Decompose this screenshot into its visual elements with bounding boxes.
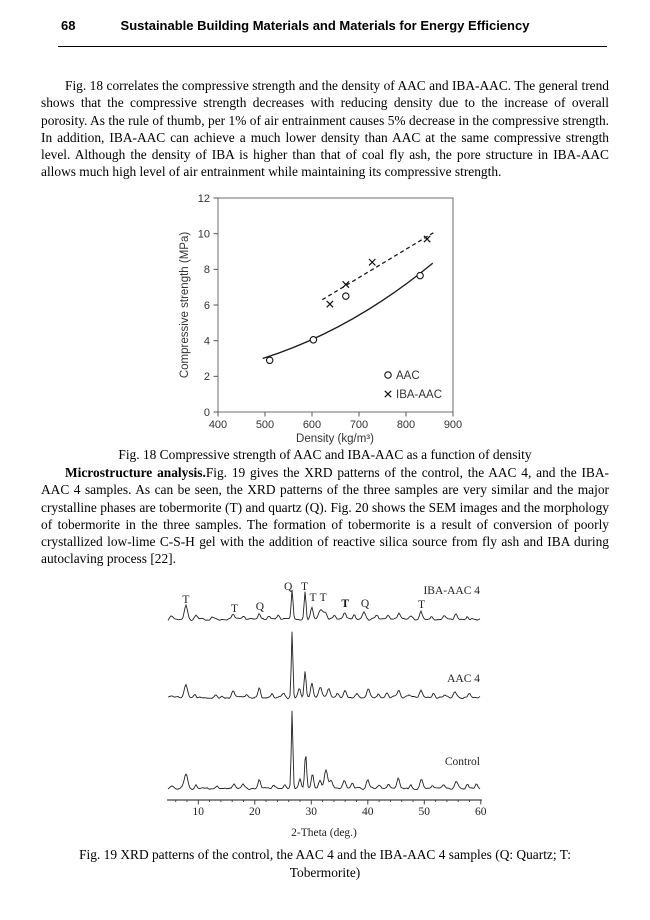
section-body: Fig. 19 gives the XRD patterns of the control, the AAC 4, and the IBA-AAC 4 samples. As can be seen, the XRD patterns of the three samples are very similar and the major crystalline phases are tobermorite (T) and quartz (Q). Fig. 20 shows the SEM images and the morphology of tobermorite in the three samples. The formation of tobermorite is a result of conversion of poorly crystallized low-lime C-S-H gel with the addition of reactive silica source from fly ash and IBA during autoclaving process [22]. bbox=[41, 465, 609, 567]
svg-text:50: 50 bbox=[418, 806, 431, 818]
svg-text:700: 700 bbox=[349, 419, 369, 431]
paragraph-fig18-discussion bbox=[41, 77, 609, 181]
svg-text:T: T bbox=[300, 581, 309, 593]
svg-text:T: T bbox=[417, 599, 426, 611]
svg-text:T: T bbox=[309, 592, 317, 604]
svg-text:2-Theta (deg.): 2-Theta (deg.) bbox=[291, 827, 357, 839]
svg-text:T: T bbox=[182, 594, 190, 606]
fig19-caption bbox=[0, 846, 650, 882]
svg-text:500: 500 bbox=[255, 419, 275, 431]
svg-text:Density (kg/m³): Density (kg/m³) bbox=[296, 433, 374, 445]
svg-text:6: 6 bbox=[203, 299, 210, 312]
svg-text:60: 60 bbox=[475, 806, 487, 818]
section-lead: Microstructure analysis. bbox=[65, 465, 206, 480]
svg-text:IBA-AAC: IBA-AAC bbox=[396, 389, 443, 401]
fig18-caption: Fig. 18 Compressive strength of AAC and IBA-AAC as a function of density bbox=[118, 447, 532, 462]
svg-text:T: T bbox=[341, 598, 350, 610]
svg-text:8: 8 bbox=[203, 264, 210, 277]
svg-text:Q: Q bbox=[283, 581, 293, 593]
svg-text:T: T bbox=[230, 603, 239, 615]
svg-text:40: 40 bbox=[362, 806, 374, 818]
svg-text:T: T bbox=[319, 592, 327, 604]
svg-text:IBA-AAC 4: IBA-AAC 4 bbox=[423, 585, 480, 597]
svg-text:900: 900 bbox=[443, 419, 463, 431]
fig18-chart bbox=[168, 192, 468, 448]
svg-text:Q: Q bbox=[255, 601, 265, 613]
svg-text:Compressive strength (MPa): Compressive strength (MPa) bbox=[179, 231, 191, 379]
svg-text:30: 30 bbox=[305, 806, 318, 818]
paragraph-text: Fig. 18 correlates the compressive strength and the density of AAC and IBA-AAC. The general trend shows that the compressive strength decreases with reducing density due to the increase of overall porosity. As the rule of thumb, per 1% of air entrainment causes 5% decrease in the compressive strength. In addition, IBA-AAC can achieve a much lower density than AAC at the same compressive strength level. Although the density of IBA is higher than that of coal fly ash, the pore structure in IBA-AAC allows much high level of air entrainment while maintaining its compressive strength. bbox=[41, 78, 609, 180]
svg-text:2: 2 bbox=[203, 371, 210, 384]
svg-text:800: 800 bbox=[396, 419, 416, 431]
svg-text:10: 10 bbox=[192, 806, 205, 818]
svg-text:0: 0 bbox=[203, 406, 210, 419]
paragraph-microstructure bbox=[41, 464, 609, 568]
svg-text:Control: Control bbox=[444, 756, 480, 768]
svg-text:AAC: AAC bbox=[396, 370, 420, 382]
page-number: 68 bbox=[61, 18, 76, 33]
fig19-caption-line1: Fig. 19 XRD patterns of the control, the AAC 4 and the IBA-AAC 4 samples (Q: Quartz; T: bbox=[79, 847, 571, 862]
fig19-caption-line2: Tobermorite) bbox=[289, 865, 361, 880]
running-header-title: Sustainable Building Materials and Materials for Energy Efficiency bbox=[120, 18, 530, 33]
svg-text:20: 20 bbox=[249, 806, 261, 818]
header-rule bbox=[58, 46, 607, 47]
svg-text:AAC 4: AAC 4 bbox=[447, 673, 480, 685]
svg-text:10: 10 bbox=[197, 228, 210, 241]
svg-text:4: 4 bbox=[203, 335, 210, 348]
svg-text:Q: Q bbox=[360, 598, 370, 610]
svg-text:12: 12 bbox=[197, 192, 210, 205]
fig19-chart bbox=[160, 570, 490, 850]
svg-text:600: 600 bbox=[302, 419, 322, 431]
svg-text:400: 400 bbox=[208, 419, 228, 431]
